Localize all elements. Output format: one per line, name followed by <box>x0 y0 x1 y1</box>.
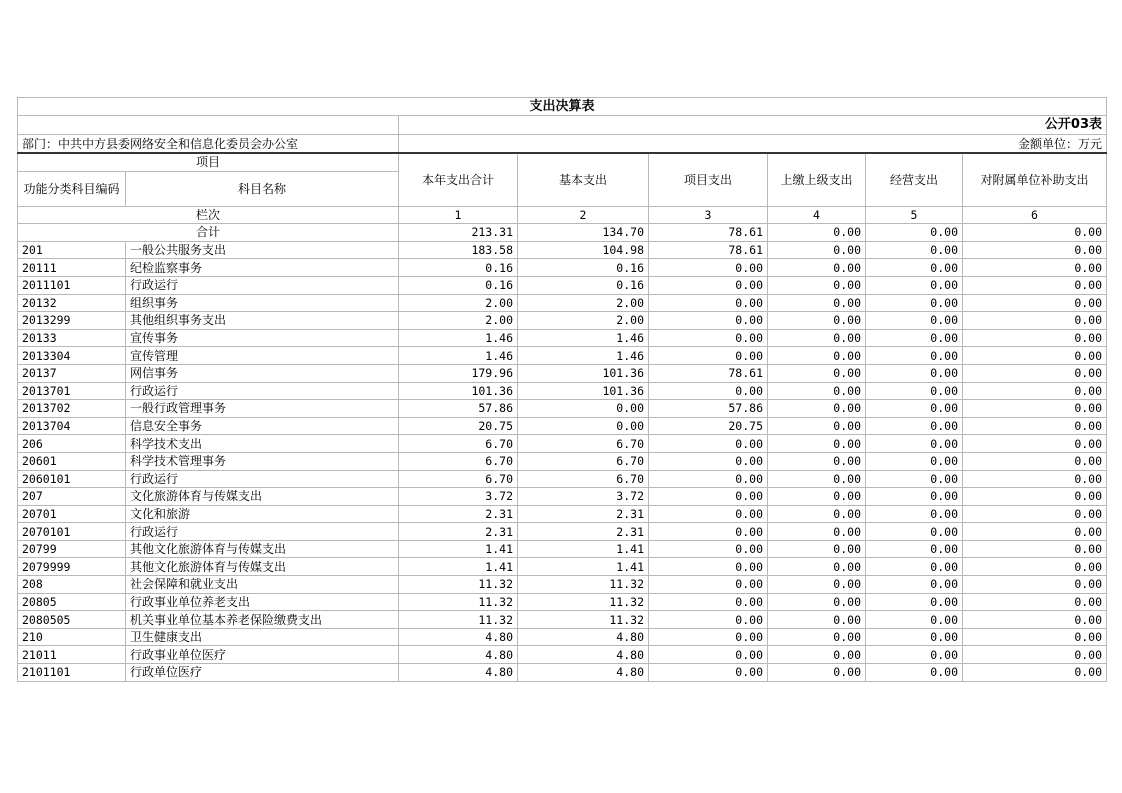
row-value: 0.00 <box>866 347 963 365</box>
row-value: 0.00 <box>649 329 768 347</box>
table-row <box>18 417 1107 435</box>
row-value: 0.00 <box>963 505 1107 523</box>
row-code: 2070101 <box>18 523 126 541</box>
row-value: 0.00 <box>768 646 866 664</box>
row-value: 0.00 <box>768 470 866 488</box>
line-number-2: 2 <box>518 206 649 224</box>
row-value: 0.00 <box>866 505 963 523</box>
row-code: 2013702 <box>18 400 126 418</box>
row-value: 0.00 <box>963 364 1107 382</box>
total-value: 134.70 <box>518 224 649 242</box>
row-subject-name: 行政事业单位养老支出 <box>126 593 399 611</box>
table-row <box>18 364 1107 382</box>
row-value: 0.00 <box>963 400 1107 418</box>
row-value: 0.00 <box>963 646 1107 664</box>
row-subject-name: 行政运行 <box>126 276 399 294</box>
row-value: 0.00 <box>866 241 963 259</box>
header-func-code: 功能分类科目编码 <box>18 171 126 206</box>
row-code: 208 <box>18 576 126 594</box>
row-subject-name: 科学技术管理事务 <box>126 452 399 470</box>
line-number-6: 6 <box>963 206 1107 224</box>
row-value: 6.70 <box>399 452 518 470</box>
row-value: 0.00 <box>963 435 1107 453</box>
row-value: 0.00 <box>649 452 768 470</box>
row-code: 2011101 <box>18 276 126 294</box>
row-value: 0.16 <box>399 276 518 294</box>
row-value: 0.16 <box>399 259 518 277</box>
row-value: 101.36 <box>518 382 649 400</box>
row-value: 0.00 <box>866 312 963 330</box>
row-code: 2080505 <box>18 611 126 629</box>
header-col-3: 项目支出 <box>649 153 768 206</box>
row-subject-name: 组织事务 <box>126 294 399 312</box>
total-value: 0.00 <box>768 224 866 242</box>
line-number-1: 1 <box>399 206 518 224</box>
row-subject-name: 行政运行 <box>126 382 399 400</box>
row-value: 0.00 <box>518 400 649 418</box>
row-value: 179.96 <box>399 364 518 382</box>
row-value: 0.00 <box>768 488 866 506</box>
row-subject-name: 信息安全事务 <box>126 417 399 435</box>
row-value: 4.80 <box>399 646 518 664</box>
row-value: 0.00 <box>649 558 768 576</box>
row-value: 1.41 <box>518 558 649 576</box>
row-subject-name: 卫生健康支出 <box>126 628 399 646</box>
row-subject-name: 社会保障和就业支出 <box>126 576 399 594</box>
table-row <box>18 523 1107 541</box>
row-code: 20601 <box>18 452 126 470</box>
row-value: 20.75 <box>649 417 768 435</box>
header-subject-name: 科目名称 <box>126 171 399 206</box>
row-code: 20132 <box>18 294 126 312</box>
table-row <box>18 329 1107 347</box>
table-row <box>18 276 1107 294</box>
row-subject-name: 文化旅游体育与传媒支出 <box>126 488 399 506</box>
row-subject-name: 宣传管理 <box>126 347 399 365</box>
row-value: 0.00 <box>963 259 1107 277</box>
row-value: 0.00 <box>866 488 963 506</box>
total-value: 213.31 <box>399 224 518 242</box>
table-row <box>18 593 1107 611</box>
row-code: 2013304 <box>18 347 126 365</box>
row-value: 0.00 <box>866 611 963 629</box>
row-value: 0.00 <box>963 452 1107 470</box>
row-value: 0.00 <box>649 435 768 453</box>
row-value: 0.00 <box>768 294 866 312</box>
row-value: 4.80 <box>399 628 518 646</box>
row-value: 0.00 <box>649 611 768 629</box>
row-value: 2.00 <box>518 312 649 330</box>
header-col-5: 经营支出 <box>866 153 963 206</box>
row-subject-name: 科学技术支出 <box>126 435 399 453</box>
row-value: 0.00 <box>866 664 963 682</box>
row-value: 0.00 <box>768 312 866 330</box>
table-row <box>18 382 1107 400</box>
row-value: 0.00 <box>768 505 866 523</box>
header-project: 项目 <box>18 153 399 171</box>
row-code: 20137 <box>18 364 126 382</box>
row-value: 2.00 <box>399 294 518 312</box>
row-value: 11.32 <box>399 593 518 611</box>
row-value: 57.86 <box>649 400 768 418</box>
row-value: 0.00 <box>963 628 1107 646</box>
row-value: 78.61 <box>649 241 768 259</box>
row-subject-name: 其他组织事务支出 <box>126 312 399 330</box>
header-col-6: 对附属单位补助支出 <box>963 153 1107 206</box>
row-value: 0.00 <box>963 241 1107 259</box>
row-code: 207 <box>18 488 126 506</box>
row-value: 11.32 <box>399 611 518 629</box>
row-value: 0.00 <box>866 294 963 312</box>
table-row <box>18 294 1107 312</box>
row-code: 2013704 <box>18 417 126 435</box>
row-value: 101.36 <box>518 364 649 382</box>
row-value: 104.98 <box>518 241 649 259</box>
table-row <box>18 664 1107 682</box>
report-title: 支出决算表 <box>18 98 1107 116</box>
row-value: 6.70 <box>399 470 518 488</box>
row-value: 0.00 <box>963 664 1107 682</box>
row-value: 0.00 <box>866 259 963 277</box>
row-value: 0.00 <box>768 364 866 382</box>
row-value: 0.00 <box>768 241 866 259</box>
row-value: 0.00 <box>963 488 1107 506</box>
row-value: 0.00 <box>768 417 866 435</box>
row-value: 0.00 <box>768 576 866 594</box>
row-value: 0.00 <box>649 628 768 646</box>
row-value: 0.00 <box>866 329 963 347</box>
row-value: 0.00 <box>649 347 768 365</box>
header-col-2: 基本支出 <box>518 153 649 206</box>
row-value: 0.00 <box>649 593 768 611</box>
row-code: 206 <box>18 435 126 453</box>
row-value: 0.00 <box>963 276 1107 294</box>
row-code: 2101101 <box>18 664 126 682</box>
row-value: 57.86 <box>399 400 518 418</box>
row-value: 0.00 <box>649 294 768 312</box>
row-value: 0.00 <box>866 646 963 664</box>
row-value: 0.00 <box>866 364 963 382</box>
table-row <box>18 558 1107 576</box>
row-value: 0.00 <box>649 664 768 682</box>
row-value: 0.00 <box>963 593 1107 611</box>
table-row <box>18 646 1107 664</box>
row-code: 2079999 <box>18 558 126 576</box>
row-value: 0.00 <box>768 452 866 470</box>
row-value: 0.00 <box>768 523 866 541</box>
header-col-1: 本年支出合计 <box>399 153 518 206</box>
table-row <box>18 435 1107 453</box>
row-value: 0.00 <box>866 400 963 418</box>
department-label: 部门：中共中方县委网络安全和信息化委员会办公室 <box>18 135 399 154</box>
row-value: 0.00 <box>649 470 768 488</box>
row-value: 1.41 <box>399 540 518 558</box>
table-row <box>18 347 1107 365</box>
row-subject-name: 文化和旅游 <box>126 505 399 523</box>
table-row <box>18 400 1107 418</box>
row-code: 20799 <box>18 540 126 558</box>
line-number-5: 5 <box>866 206 963 224</box>
row-code: 20805 <box>18 593 126 611</box>
row-value: 0.00 <box>768 347 866 365</box>
row-subject-name: 一般行政管理事务 <box>126 400 399 418</box>
row-value: 0.00 <box>649 505 768 523</box>
report-code: 公开03表 <box>399 116 1107 135</box>
row-value: 0.00 <box>963 294 1107 312</box>
row-value: 2.31 <box>399 505 518 523</box>
row-value: 0.00 <box>768 628 866 646</box>
row-value: 0.00 <box>866 452 963 470</box>
row-code: 20111 <box>18 259 126 277</box>
table-row <box>18 470 1107 488</box>
row-value: 0.00 <box>963 523 1107 541</box>
row-value: 4.80 <box>518 646 649 664</box>
row-code: 2060101 <box>18 470 126 488</box>
row-value: 4.80 <box>518 628 649 646</box>
row-value: 6.70 <box>518 452 649 470</box>
header-col-4: 上缴上级支出 <box>768 153 866 206</box>
row-subject-name: 纪检监察事务 <box>126 259 399 277</box>
row-value: 6.70 <box>518 435 649 453</box>
row-subject-name: 一般公共服务支出 <box>126 241 399 259</box>
row-value: 0.00 <box>768 382 866 400</box>
row-code: 201 <box>18 241 126 259</box>
row-value: 11.32 <box>518 593 649 611</box>
row-value: 0.00 <box>649 576 768 594</box>
row-subject-name: 其他文化旅游体育与传媒支出 <box>126 558 399 576</box>
row-value: 6.70 <box>518 470 649 488</box>
row-value: 0.00 <box>518 417 649 435</box>
row-value: 0.00 <box>963 576 1107 594</box>
row-code: 20133 <box>18 329 126 347</box>
row-value: 0.00 <box>866 276 963 294</box>
row-value: 4.80 <box>399 664 518 682</box>
row-value: 2.00 <box>399 312 518 330</box>
table-row <box>18 452 1107 470</box>
row-value: 0.00 <box>768 540 866 558</box>
row-value: 1.46 <box>518 347 649 365</box>
table-row <box>18 576 1107 594</box>
row-value: 4.80 <box>518 664 649 682</box>
row-value: 2.00 <box>518 294 649 312</box>
row-value: 0.00 <box>768 276 866 294</box>
expenditure-statement <box>17 97 1106 682</box>
row-value: 0.00 <box>649 523 768 541</box>
row-value: 0.00 <box>768 593 866 611</box>
row-value: 1.46 <box>399 329 518 347</box>
row-value: 20.75 <box>399 417 518 435</box>
row-value: 0.16 <box>518 276 649 294</box>
row-subject-name: 行政单位医疗 <box>126 664 399 682</box>
row-value: 0.00 <box>768 329 866 347</box>
row-value: 183.58 <box>399 241 518 259</box>
row-value: 2.31 <box>518 505 649 523</box>
row-value: 0.16 <box>518 259 649 277</box>
table-row <box>18 488 1107 506</box>
row-value: 0.00 <box>866 576 963 594</box>
row-value: 0.00 <box>649 312 768 330</box>
row-value: 0.00 <box>963 470 1107 488</box>
row-value: 11.32 <box>518 611 649 629</box>
row-code: 21011 <box>18 646 126 664</box>
row-value: 0.00 <box>866 435 963 453</box>
row-subject-name: 宣传事务 <box>126 329 399 347</box>
blank-cell <box>18 116 399 135</box>
row-value: 0.00 <box>963 312 1107 330</box>
total-value: 0.00 <box>866 224 963 242</box>
table-row <box>18 611 1107 629</box>
row-value: 0.00 <box>866 558 963 576</box>
row-value: 3.72 <box>518 488 649 506</box>
row-subject-name: 行政事业单位医疗 <box>126 646 399 664</box>
table-row <box>18 312 1107 330</box>
row-code: 20701 <box>18 505 126 523</box>
row-subject-name: 网信事务 <box>126 364 399 382</box>
row-subject-name: 行政运行 <box>126 470 399 488</box>
row-value: 0.00 <box>768 664 866 682</box>
row-value: 0.00 <box>866 628 963 646</box>
row-value: 78.61 <box>649 364 768 382</box>
row-value: 0.00 <box>866 540 963 558</box>
row-value: 1.46 <box>518 329 649 347</box>
total-row <box>18 224 1107 242</box>
line-number-3: 3 <box>649 206 768 224</box>
row-value: 0.00 <box>866 470 963 488</box>
row-value: 0.00 <box>649 488 768 506</box>
row-value: 6.70 <box>399 435 518 453</box>
unit-label: 金额单位：万元 <box>399 135 1107 154</box>
row-value: 11.32 <box>518 576 649 594</box>
row-code: 2013299 <box>18 312 126 330</box>
line-number-4: 4 <box>768 206 866 224</box>
table-row <box>18 241 1107 259</box>
total-value: 0.00 <box>963 224 1107 242</box>
table-row <box>18 259 1107 277</box>
row-value: 0.00 <box>963 417 1107 435</box>
row-value: 1.41 <box>399 558 518 576</box>
row-value: 0.00 <box>649 382 768 400</box>
row-code: 210 <box>18 628 126 646</box>
row-value: 0.00 <box>963 347 1107 365</box>
row-value: 0.00 <box>649 540 768 558</box>
row-value: 0.00 <box>963 382 1107 400</box>
row-subject-name: 其他文化旅游体育与传媒支出 <box>126 540 399 558</box>
table-row <box>18 540 1107 558</box>
row-value: 0.00 <box>866 382 963 400</box>
row-value: 0.00 <box>963 329 1107 347</box>
row-value: 0.00 <box>866 593 963 611</box>
row-value: 2.31 <box>518 523 649 541</box>
row-value: 0.00 <box>768 435 866 453</box>
row-value: 3.72 <box>399 488 518 506</box>
row-value: 0.00 <box>866 417 963 435</box>
row-value: 0.00 <box>649 646 768 664</box>
row-subject-name: 机关事业单位基本养老保险缴费支出 <box>126 611 399 629</box>
row-value: 0.00 <box>768 259 866 277</box>
table-row <box>18 505 1107 523</box>
total-value: 78.61 <box>649 224 768 242</box>
row-value: 1.46 <box>399 347 518 365</box>
row-value: 1.41 <box>518 540 649 558</box>
row-value: 0.00 <box>963 611 1107 629</box>
row-value: 0.00 <box>649 259 768 277</box>
row-value: 0.00 <box>963 540 1107 558</box>
row-value: 0.00 <box>963 558 1107 576</box>
row-subject-name: 行政运行 <box>126 523 399 541</box>
expenditure-table <box>17 97 1107 682</box>
line-number-label: 栏次 <box>18 206 399 224</box>
row-value: 2.31 <box>399 523 518 541</box>
total-label: 合计 <box>18 224 399 242</box>
row-value: 0.00 <box>768 611 866 629</box>
table-row <box>18 628 1107 646</box>
row-value: 11.32 <box>399 576 518 594</box>
row-value: 0.00 <box>768 558 866 576</box>
row-value: 0.00 <box>768 400 866 418</box>
row-value: 0.00 <box>649 276 768 294</box>
row-value: 101.36 <box>399 382 518 400</box>
row-value: 0.00 <box>866 523 963 541</box>
row-code: 2013701 <box>18 382 126 400</box>
